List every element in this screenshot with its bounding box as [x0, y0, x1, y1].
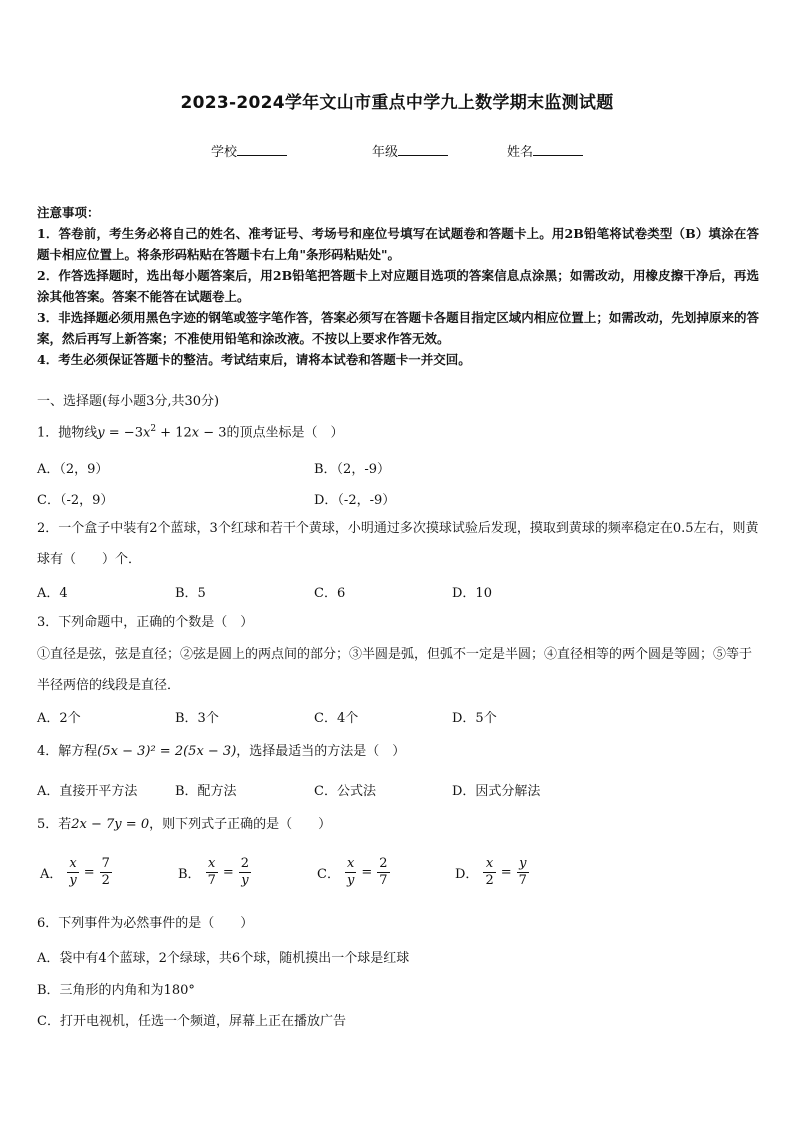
q5-b-rnum: 2: [240, 856, 250, 871]
q5-b-lnum: x: [206, 856, 218, 873]
question-3-stem: 3．下列命题中，正确的个数是（ ）: [37, 615, 254, 630]
question-1: [37, 420, 759, 442]
question-2: 2．一个盒子中装有2个蓝球，3个红球和若干个黄球，小明通过多次摸球试验后发现，摸取到黄球的频率稳定在0.5左右，则黄球有（ ）个．: [37, 521, 759, 567]
q4-expr: (5x − 3)² = 2(5x − 3): [97, 744, 237, 759]
q5-c-lnum: x: [345, 856, 356, 873]
note-item-3: 3．非选择题必须用黑色字迹的钢笔或签字笔作答，答案必须写在答题卡各题目指定区域内相应位置上；如需改动，先划掉原来的答案，然后再写上新答案；不准使用铅笔和涂改液。不按以上要求作答无效。: [37, 310, 759, 346]
q3-option-d: D．5个: [452, 711, 497, 726]
q5-c-rnum: 2: [379, 856, 388, 871]
question-3-text: ①直径是弦，弦是直径；②弦是圆上的两点间的部分；③半圆是弧，但弧不一定是半圆；④直径相等的两个圆是等圆；⑤等于半径两倍的线段是直径．: [37, 647, 753, 693]
school-label: 学校: [211, 145, 238, 160]
section-title: 一、选择题(每小题3分,共30分): [37, 394, 220, 409]
q5-suffix: ，则下列式子正确的是（ ）: [149, 817, 332, 832]
q5-a-label: A．: [40, 867, 63, 882]
notes-block: [37, 202, 759, 370]
school-field: [211, 141, 287, 160]
q6-option-a: A．袋中有4个蓝球，2个绿球，共6个球，随机摸出一个球是红球: [37, 951, 410, 966]
note-item-2: 2．作答选择题时，选出每小题答案后，用2B铅笔把答题卡上对应题目选项的答案信息点涂黑；如需改动，用橡皮擦干净后，再选涂其他答案。答案不能答在试题卷上。: [37, 268, 759, 304]
grade-label: 年级: [372, 145, 399, 160]
q4-option-b: B．配方法: [175, 784, 237, 799]
name-blank: [533, 143, 583, 156]
q5-option-b: B． $\frac{x}{7}$ = $\frac{2}{y}$: [178, 856, 250, 888]
q3-option-b: B．3个: [175, 711, 219, 726]
q6-option-b: B．三角形的内角和为180°: [37, 983, 195, 998]
q3-option-c: C．4个: [314, 711, 359, 726]
q5-option-c: C． $\frac{x}{y}$ = $\frac{2}{7}$: [317, 856, 388, 888]
q1-expr-eq: = −3: [104, 425, 143, 441]
q1-option-d: D．（-2，-9）: [314, 493, 396, 508]
q5-d-rnum: y: [517, 856, 529, 873]
grade-field: [372, 141, 448, 160]
q1-expr-x2: x: [191, 425, 200, 441]
question-4: [37, 743, 759, 761]
note-item-4: 4．考生必须保证答题卡的整洁。考试结束后，请将本试卷和答题卡一并交回。: [37, 352, 471, 367]
question-5: [37, 816, 759, 834]
q4-option-c: C．公式法: [314, 784, 376, 799]
q5-a-lnum: x: [67, 856, 78, 873]
q5-prefix: 5．若: [37, 817, 72, 832]
q5-a-lden: y: [69, 873, 77, 888]
q1-option-c: C．（-2，9）: [37, 493, 114, 508]
school-blank: [237, 143, 287, 156]
q2-option-c: C．6: [314, 586, 346, 601]
q5-b-label: B．: [178, 867, 201, 882]
q2-option-b: B．5: [175, 586, 206, 601]
q4-option-a: A．直接开平方法: [37, 784, 138, 799]
q1-expr-rest1: + 12: [156, 425, 192, 441]
q2-option-a: A．4: [37, 586, 68, 601]
q4-suffix: ，选择最适当的方法是（ ）: [236, 744, 406, 759]
q5-b-rden: y: [241, 873, 249, 888]
exam-title: 2023-2024学年文山市重点中学九上数学期末监测试题: [180, 93, 614, 113]
q5-c-rden: 7: [379, 873, 388, 888]
question-6-stem: 6．下列事件为必然事件的是（ ）: [37, 916, 254, 931]
name-field: [507, 141, 583, 160]
note-item-1: 1．答卷前，考生务必将自己的姓名、准考证号、考场号和座位号填写在试题卷和答题卡上。用2B铅笔将试卷类型（B）填涂在答题卡相应位置上。将条形码粘贴在答题卡右上角"条形码粘贴处"。: [37, 226, 759, 262]
grade-blank: [398, 143, 448, 156]
q5-option-a: A． $\frac{x}{y}$ = $\frac{7}{2}$: [40, 856, 110, 888]
q5-a-rnum: 7: [101, 856, 110, 871]
q6-option-c: C．打开电视机，任选一个频道，屏幕上正在播放广告: [37, 1014, 346, 1029]
q5-d-label: D．: [455, 867, 479, 882]
q3-option-a: A．2个: [37, 711, 81, 726]
q5-option-d: D． $\frac{x}{2}$ = $\frac{y}{7}$: [455, 856, 527, 888]
q5-c-label: C．: [317, 867, 340, 882]
q1-option-b: B．（2，-9）: [314, 462, 390, 477]
q1-prefix: 1．抛物线: [37, 425, 98, 441]
q5-d-lnum: x: [483, 856, 495, 873]
q5-a-rden: 2: [101, 873, 110, 888]
q1-expr-sup: 2: [150, 424, 157, 434]
q5-d-lden: 2: [485, 873, 494, 888]
q5-b-lden: 7: [207, 873, 216, 888]
name-label: 姓名: [507, 145, 534, 160]
q1-expr-x: x: [142, 425, 151, 441]
q4-option-d: D．因式分解法: [452, 784, 541, 799]
q1-expr-y: y: [97, 425, 105, 441]
q1-option-a: A．（2，9）: [37, 462, 109, 477]
q2-option-d: D．10: [452, 586, 492, 601]
q4-prefix: 4．解方程: [37, 744, 98, 759]
q5-d-rden: 7: [518, 873, 527, 888]
notes-heading: 注意事项：: [37, 205, 100, 220]
q1-suffix: 的顶点坐标是（ ）: [226, 425, 344, 441]
q5-expr: 2x − 7y = 0: [71, 817, 150, 832]
q5-c-lden: y: [346, 873, 355, 888]
q1-expr-rest2: − 3: [199, 425, 227, 441]
